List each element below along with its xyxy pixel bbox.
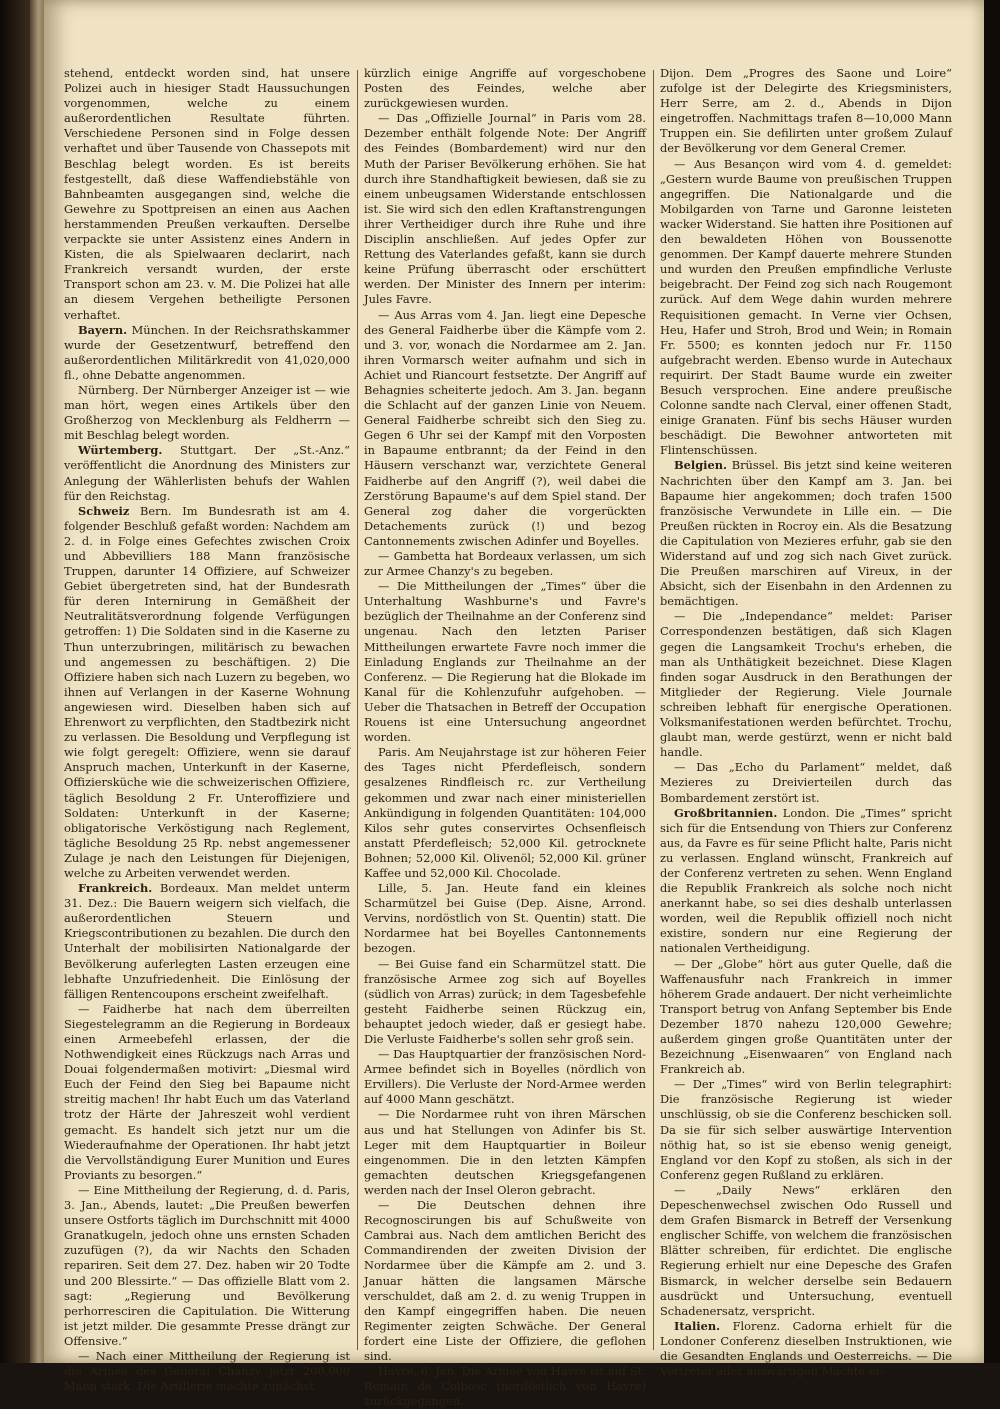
- paragraph-text: — Eine Mittheilung der Regierung, d. d. Paris, 3. Jan., Abends, lautet: „Die Preußen bewerfen unsere Ostforts täglich im Durchschnitt mit 4000 Granatkugeln, jedoch ohne uns ernsten Schaden zuzufügen (?), da wir Nachts den Schaden repariren. Seit dem 27. Dez. haben wir 20 Todte und 200 Blessirte.“ — Das offizielle Blatt vom 2. sagt: „Regierung und Bevölkerung perhorresciren die Capitulation. Die Witterung ist jetzt milder. Die gesammte Presse drängt zur Offensive.“: [64, 1182, 350, 1348]
- paragraph-text: — Der „Times“ wird von Berlin telegraphirt: Die französische Regierung ist wieder unschlüssig, ob sie die Conferenz beschicken soll. Da sie für sich selber auswärtige Intervention nöthig hat, so ist sie ebenso wenig geneigt, England vor den Kopf zu stoßen, als sich in der Conferenz gegen Rußland zu erklären.: [660, 1077, 952, 1182]
- article-paragraph: [660, 609, 952, 760]
- section-paragraph: [660, 806, 952, 957]
- article-paragraph: [64, 66, 350, 323]
- article-paragraph: [660, 957, 952, 1078]
- paragraph-text: — Die Deutschen dehnen ihre Recognoscirungen bis auf Schußweite von Cambrai aus. Nach dem amtlichen Bericht des Commandirenden der zweiten Division der Nordarmee über die Kämpfe am 2. und 3. Januar hätten die langsamen Märsche verschuldet, daß am 2. d. zu wenig Truppen in den Kampf eingegriffen haben. Die neuen Regimenter zeigten Schwäche. Der General fordert eine Liste der Offiziere, die geflohen sind.: [364, 1198, 646, 1363]
- paragraph-text: — Die „Independance“ meldet: Pariser Correspondenzen bestätigen, daß sich Klagen gegen die Langsamkeit Trochu's erheben, die man als Unthätigkeit bezeichnet. Diese Klagen finden sogar Ausdruck in den Berathungen der Mitglieder der Regierung. Viele Journale schreiben lebhaft für energische Operationen. Volksmanifestationen werden befürchtet. Trochu, glaubt man, werde gestürzt, wenn er nicht bald handle.: [660, 609, 952, 760]
- scan-border: [984, 0, 1000, 1363]
- paragraph-text: — Das „Echo du Parlament“ meldet, daß Mezieres zu Dreivierteilen durch das Bombardement zerstört ist.: [660, 760, 952, 805]
- paragraph-text: London. Die „Times“ spricht sich für die Entsendung von Thiers zur Conferenz aus, da Favre es für seine Pflicht halte, Paris nicht zu verlassen. England wünscht, Frankreich auf der Conferenz vertreten zu sehen. Wenn England die Republik Frankreich als solche noch nicht anerkannt habe, so sei dies deshalb unterlassen worden, weil die Republik offiziell noch nicht existire, sondern nur eine Regierung der nationalen Vertheidigung.: [660, 805, 952, 956]
- page-gutter-edge: [30, 0, 44, 1363]
- section-heading: Würtemberg.: [78, 443, 163, 458]
- section-heading: Belgien.: [674, 458, 727, 473]
- paragraph-text: Florenz. Cadorna erhielt für die Londoner Conferenz dieselben Instruktionen, wie die Gesandten Englands und Oesterreichs. — Die Vertreter aller auswärtigen Mächte er-: [660, 1318, 953, 1379]
- article-paragraph: [364, 549, 646, 579]
- paragraph-text: Dijon. Dem „Progres des Saone und Loire“ zufolge ist der Delegirte des Kriegsministers, Herr Serre, am 2. d., Abends in Dijon eingetroffen. Nachmittags trafen 8—10,000 Mann Truppen ein. Sie defilirten unter großem Zulauf der Bevölkerung vor dem General Cremer.: [660, 66, 952, 156]
- paragraph-text: — Aus Arras vom 4. Jan. liegt eine Depesche des General Faidherbe über die Kämpfe vom 2. und 3. vor, wonach die Nordarmee am 2. Jan. ihren Vormarsch weiter aufnahm und sich in Achiet und Riancourt festsetzte. Der Angriff auf Behagnies scheiterte jedoch. Am 3. Jan. begann die Schlacht auf der ganzen Linie von Neuem. General Faidherbe schreibt sich den Sieg zu. Gegen 6 Uhr sei der Kampf mit den Vorposten in Bapaume entbrannt; da der Feind in den Häusern verschanzt war, verzichtete General Faidherbe auf den Angriff (?), weil dabei die Zerstörung Bapaume's auf dem Spiel stand. Der General zog daher die vorgerückten Detachements zurück (!) und bezog Cantonnements zwischen Adinfer und Boyelles.: [364, 307, 646, 548]
- article-paragraph: [660, 1077, 952, 1183]
- article-paragraph: [364, 66, 646, 111]
- paragraph-text: — Die Mittheilungen der „Times“ über die Unterhaltung Washburne's und Favre's bezüglich der Theilnahme an der Conferenz sind ungenau. Nach den letzten Pariser Mittheilungen erwartete Favre noch immer die Einladung Englands zur Theilnahme an der Conferenz. — Die Regierung hat die Blokade im Kanal für die Kohlenzufuhr aufgehoben. — Ueber die Thatsachen in Betreff der Occupation Rouens ist eine Untersuchung angeordnet worden.: [364, 579, 646, 745]
- paragraph-text: — Bei Guise fand ein Scharmützel statt. Die französische Armee zog sich auf Boyelles (südlich von Arras) zurück; in dem Tagesbefehle gesteht Faidherbe seinen Rückzug ein, behauptet jedoch wieder, daß er gesiegt habe. Die Verluste Faidherbe's sollen sehr groß sein.: [364, 956, 646, 1046]
- paragraph-text: Paris. Am Neujahrstage ist zur höheren Feier des Tages nicht Pferdefleisch, sondern gesalzenes Rindfleisch rc. zur Vertheilung gekommen und zwar nach einer ministeriellen Ankündigung in folgenden Quantitäten: 104,000 Kilos sehr gutes conservirtes Ochsenfleisch anstatt Pferdefleisch; 52,000 Kil. getrocknete Bohnen; 52,000 Kil. Olivenöl; 52,000 Kil. grüner Kaffee und 52,000 Kil. Chocolade.: [364, 745, 646, 880]
- article-paragraph: [364, 1107, 646, 1198]
- article-paragraph: [364, 881, 646, 956]
- column-3: [660, 66, 953, 1379]
- section-paragraph: [64, 504, 350, 881]
- paragraph-text: Bern. Im Bundesrath ist am 4. folgender Beschluß gefaßt worden: Nachdem am 2. d. in Folge eines Gefechtes zwischen Croix und Abbevilliers 188 Mann französische Truppen, darunter 14 Offiziere, auf Schweizer Gebiet übergetreten sind, hat der Bundesrath für deren Internirung in Gemäßheit der Neutralitätsverordnung folgende Verfügungen getroffen: 1) Die Soldaten sind in die Kaserne zu Thun unterzubringen, militärisch zu bewachen und angemessen zu beschäftigen. 2) Die Offiziere haben sich nach Luzern zu begeben, wo ihnen auf Verlangen in der Kaserne Wohnung angewiesen wird. Dieselben haben sich auf Ehrenwort zu verpflichten, den Stadtbezirk nicht zu verlassen. Die Besoldung und Verpflegung ist wie folgt geregelt: Offiziere, wenn sie darauf Anspruch machen, Unterkunft in der Kaserne, Offiziersküche wie die schweizerischen Offiziere, täglich Besoldung 2 Fr. Unteroffiziere und Soldaten: Unterkunft in der Kaserne; obligatorische Verköstigung nach Reglement, tägliche Besoldung 25 Rp. nebst angemessener Zulage je nach den Leistungen für Diejenigen, welche zu Arbeiten verwendet werden.: [64, 503, 350, 880]
- newspaper-page: [44, 0, 984, 1409]
- paragraph-text: kürzlich einige Angriffe auf vorgeschobene Posten des Feindes, welche aber zurückgewiesen wurden.: [364, 66, 646, 111]
- paragraph-text: — Faidherbe hat nach dem überreilten Siegestelegramm an die Regierung in Bordeaux einen Armeebefehl erlassen, der die Nothwendigkeit eines Rückzugs nach Arras und Douai folgendermaßen motivirt: „Diesmal wird Euch der Feind den Sieg bei Bapaume nicht streitig machen! Ihr habt Euch um das Vaterland trotz der Härte der Jahreszeit wohl verdient gemacht. Es handelt sich jetzt nur um die Wiederaufnahme der Operationen. Ihr habt jetzt die Vervollständigung Eurer Munition und Eures Proviants zu besorgen.“: [64, 1001, 350, 1182]
- section-paragraph: [660, 1319, 952, 1379]
- column-1: [64, 66, 351, 1394]
- paragraph-text: Bordeaux. Man meldet unterm 31. Dez.: Die Bauern weigern sich vielfach, die außerordentlichen Steuern und Kriegscontributionen zu bezahlen. Die durch den Unterhalt der mobilisirten Nationalgarde der Bevölkerung auferlegten Lasten erzeugen eine lebhafte Unzufriedenheit. Die Einlösung der fälligen Rentencoupons erscheint zweifelhaft.: [64, 881, 351, 1001]
- section-paragraph: [64, 443, 350, 503]
- paragraph-text: Nürnberg. Der Nürnberger Anzeiger ist — wie man hört, wegen eines Artikels über den Großherzog von Mecklenburg als Feldherrn — mit Beschlag belegt worden.: [64, 382, 350, 443]
- section-heading: Schweiz: [78, 503, 130, 518]
- paragraph-text: — Nach einer Mittheilung der Regierung ist die Armee des General Chanzy jetzt 200,000 Mann stark. Die Artillerie machte zunächst: [64, 1348, 350, 1394]
- article-paragraph: [660, 760, 952, 805]
- section-paragraph: [64, 323, 350, 383]
- paragraph-text: — Die Nordarmee ruht von ihren Märschen aus und hat Stellungen von Adinfer bis St. Leger mit dem Hauptquartier in Boileur eingenommen. Die in den letzten Kämpfen gemachten deutschen Kriegsgefangenen werden nach der Insel Oleron gebracht.: [364, 1107, 646, 1197]
- article-paragraph: [64, 1002, 350, 1183]
- section-heading: Italien.: [674, 1318, 721, 1333]
- article-paragraph: [364, 1198, 646, 1364]
- article-paragraph: [364, 1364, 646, 1409]
- article-paragraph: [660, 1183, 952, 1319]
- article-paragraph: [64, 383, 350, 443]
- paragraph-text: — „Daily News“ erklären den Depeschenwechsel zwischen Odo Russell und dem Grafen Bismarck in Betreff der Versenkung englischer Schiffe, von welchem die französischen Blätter schreiben, für erdichtet. Die englische Regierung erhielt nur eine Depesche des Grafen Bismarck, in welcher derselbe sein Bedauern ausdrückt und Untersuchung, eventuell Schadenersatz, verspricht.: [660, 1182, 952, 1318]
- paragraph-text: — Das „Offizielle Journal“ in Paris vom 28. Dezember enthält folgende Note: Der Angriff des Feindes (Bombardement) wird nur den Muth der Pariser Bevölkerung erhöhen. Sie hat durch ihre Standhaftigkeit bewiesen, daß sie zu einem unbeugsamen Widerstande entschlossen ist. Sie wird sich den edlen Kraftanstrengungen ihrer Vertheidiger durch ihre Ruhe und ihre Disciplin anschließen. Auf jedes Opfer zur Rettung des Vaterlandes gefaßt, kann sie durch keine Prüfung überrascht oder erschüttert werden. Der Minister des Innern per interim: Jules Favre.: [364, 111, 646, 307]
- paragraph-text: Stuttgart. Der „St.-Anz.“ veröffentlicht die Anordnung des Ministers zur Anlegung der Wählerlisten behufs der Wahlen für den Reichstag.: [64, 443, 350, 503]
- column-container: [64, 66, 960, 1409]
- article-paragraph: [660, 66, 952, 157]
- paragraph-text: — Gambetta hat Bordeaux verlassen, um sich zur Armee Chanzy's zu begeben.: [364, 549, 646, 579]
- paragraph-text: Havre, 6. Jan. Die Armee von Havre ist auf St. Romain de Colbosc (nordöstlich von Havre) zurückgegangen.: [364, 1364, 646, 1409]
- article-paragraph: [64, 1349, 350, 1394]
- paragraph-text: — Der „Globe“ hört aus guter Quelle, daß die Waffenausfuhr nach Frankreich in immer höherem Grade andauert. Der nicht verheimlichte Transport betrug von Anfang September bis Ende Dezember 1870 nahezu 120,000 Gewehre; außerdem gingen große Quantitäten unter der Bezeichnung „Eisenwaaren“ von England nach Frankreich ab.: [660, 956, 952, 1077]
- section-heading: Großbritannien.: [674, 805, 778, 820]
- section-paragraph: [64, 881, 350, 1002]
- column-2: [364, 66, 646, 1409]
- paragraph-text: stehend, entdeckt worden sind, hat unsere Polizei auch in hiesiger Stadt Haussuchungen vorgenommen, welche zu einem außerordentlichen Resultate führten. Verschiedene Personen sind in Folge dessen verhaftet und über Tausende von Chassepots mit Beschlag belegt worden. Es ist bereits festgestellt, daß diese Waffendiebstähle von Bahnbeamten ausgegangen sind, welche die Gewehre zu Spottpreisen an einen aus Aachen herstammenden Preußen verkauften. Derselbe verpackte sie unter Assistenz eines Andern in Kisten, die als Spielwaaren declarirt, nach Frankreich versandt wurden, der erste Transport schon am 23. v. M. Die Polizei hat alle an diesem Vergehen betheiligte Personen verhaftet.: [64, 66, 350, 322]
- article-paragraph: [64, 1183, 350, 1349]
- article-paragraph: [364, 1047, 646, 1107]
- article-paragraph: [364, 111, 646, 307]
- section-heading: Frankreich.: [78, 881, 153, 896]
- paragraph-text: — Aus Besançon wird vom 4. d. gemeldet: „Gestern wurde Baume von preußischen Truppen angegriffen. Die Nationalgarde und die Mobilgarden von Tarne und Garonne leisteten wacker Widerstand. Sie hatten ihre Positionen auf den bewaldeten Höhen von Boussenotte genommen. Der Kampf dauerte mehrere Stunden und wurden den Preußen empfindliche Verluste beigebracht. Der Feind zog sich nach Rougemont zurück. Auf dem Wege dahin wurden mehrere Requisitionen gemacht. In Verne vier Ochsen, Heu, Hafer und Stroh, Brod und Wein; in Romain Fr. 5500; es konnten jedoch nur Fr. 1150 aufgebracht werden. Ebenso wurde in Autechaux requirirt. Der Stadt Baume wurde ein zweiter Besuch versprochen. Eine andere preußische Colonne sandte nach Clerval, einer offenen Stadt, einige Granaten. Fünf bis sechs Häuser wurden beschädigt. Die Bewohner antworteten mit Flintenschüssen.: [660, 156, 952, 458]
- paragraph-text: Lille, 5. Jan. Heute fand ein kleines Scharmützel bei Guise (Dep. Aisne, Arrond. Vervins, nordöstlich von St. Quentin) statt. Die Nordarmee hat bei Boyelles Cantonnements bezogen.: [364, 881, 646, 956]
- article-paragraph: [364, 579, 646, 745]
- paragraph-text: Brüssel. Bis jetzt sind keine weiteren Nachrichten über den Kampf am 3. Jan. bei Bapaume hier angekommen; doch trafen 1500 französische Verwundete in Lille ein. — Die Preußen rückten in Rocroy ein. Als die Besatzung die Capitulation von Mezieres erfuhr, gab sie den Widerstand auf und zog sich nach Givet zurück. Die Preußen marschiren auf Vireux, in der Absicht, sich der Eisenbahn in den Ardennen zu bemächtigen.: [660, 458, 952, 609]
- section-heading: Bayern.: [78, 322, 128, 337]
- article-paragraph: [364, 957, 646, 1048]
- article-paragraph: [660, 157, 952, 459]
- section-paragraph: [660, 458, 952, 609]
- article-paragraph: [364, 308, 646, 550]
- paragraph-text: — Das Hauptquartier der französischen Nord-Armee befindet sich in Boyelles (nördlich von Ervillers). Die Verluste der Nord-Armee werden auf 4000 Mann geschätzt.: [364, 1047, 646, 1107]
- paragraph-text: München. In der Reichsrathskammer wurde der Gesetzentwurf, betreffend den außerordentlichen Militärkredit von 41,020,000 fl., ohne Debatte angenommen.: [64, 322, 350, 382]
- article-paragraph: [364, 745, 646, 881]
